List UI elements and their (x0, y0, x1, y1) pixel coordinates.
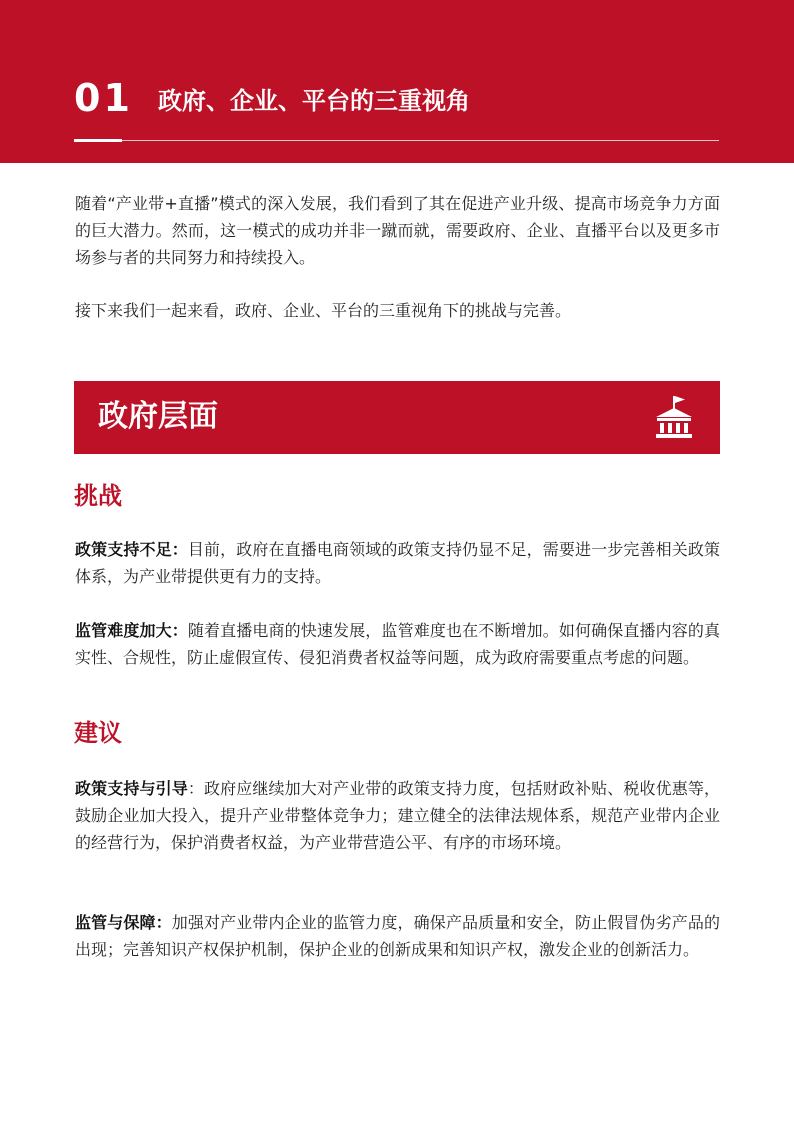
section-number: 01 (74, 76, 133, 120)
section-header (0, 0, 794, 163)
suggestion-item-label: 政策支持与引导 (75, 779, 188, 798)
government-building-icon (654, 395, 694, 439)
intro-paragraph-2: 接下来我们一起来看，政府、企业、平台的三重视角下的挑战与完善。 (75, 301, 572, 320)
suggestion-item-label: 监管与保障： (75, 913, 172, 932)
challenge-item-label: 政策支持不足： (75, 540, 188, 559)
challenge-item-supervision (75, 617, 720, 671)
banner-title: 政府层面 (98, 399, 218, 434)
challenges-heading: 挑战 (74, 482, 122, 510)
intro-paragraph-1: 随着“产业带+直播”模式的深入发展，我们看到了其在促进产业升级、提高市场竞争力方面的巨大潜力。然而，这一模式的成功并非一蹴而就，需要政府、企业、直播平台以及更多市场参与者的共同努力和持续投入。 (75, 194, 720, 267)
challenge-item-policy (75, 536, 720, 590)
header-divider-accent (74, 139, 122, 142)
suggestion-item-text: 加强对产业带内企业的监管力度，确保产品质量和安全，防止假冒伪劣产品的出现；完善知识产权保护机制，保护企业的创新成果和知识产权，激发企业的创新活力。 (75, 913, 720, 959)
government-level-banner (74, 381, 720, 454)
suggestions-heading: 建议 (74, 719, 122, 747)
challenge-item-text: 目前，政府在直播电商领域的政策支持仍显不足，需要进一步完善相关政策体系，为产业带提供更有力的支持。 (75, 540, 720, 586)
challenge-item-text: 随着直播电商的快速发展，监管难度也在不断增加。如何确保直播内容的真实性、合规性，防止虚假宣传、侵犯消费者权益等问题，成为政府需要重点考虑的问题。 (75, 621, 720, 667)
suggestion-item-supervision (75, 909, 720, 963)
header-divider (74, 140, 719, 141)
challenge-item-label: 监管难度加大： (75, 621, 188, 640)
suggestion-item-policy (75, 775, 720, 856)
section-title: 政府、企业、平台的三重视角 (158, 87, 470, 115)
suggestion-item-text: ：政府应继续加大对产业带的政策支持力度，包括财政补贴、税收优惠等，鼓励企业加大投入，提升产业带整体竞争力；建立健全的法律法规体系，规范产业带内企业的经营行为，保护消费者权益，为产业带营造公平、有序的市场环境。 (75, 779, 720, 852)
